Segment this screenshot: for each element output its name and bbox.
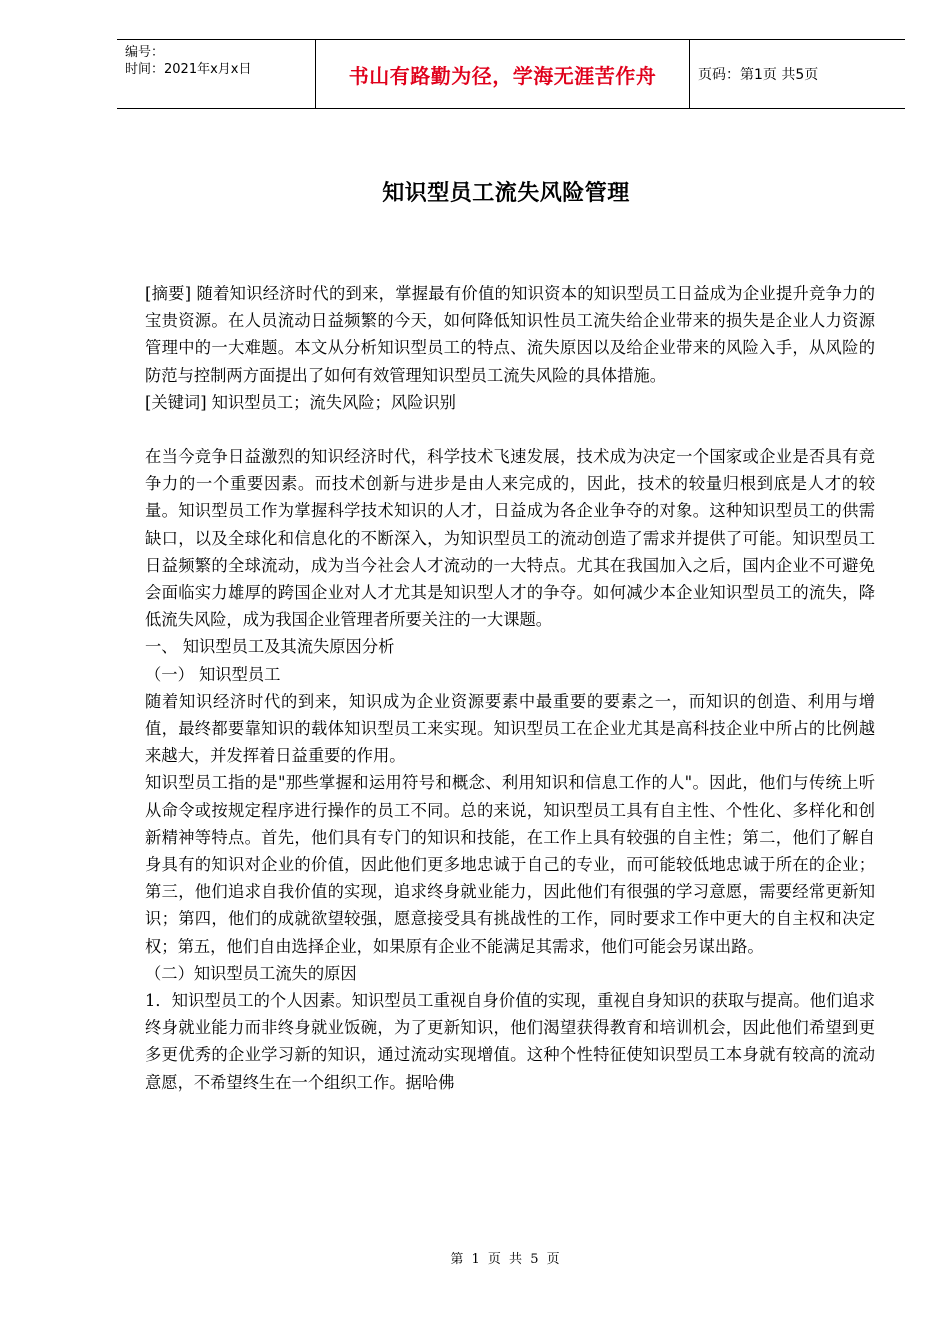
header-motto: 书山有路勤为径，学海无涯苦作舟	[348, 63, 657, 88]
document-body	[145, 280, 875, 1096]
document-time-label: 时间：2021年x月x日	[125, 62, 252, 77]
document-title: 知识型员工流失风险管理	[382, 181, 630, 206]
header-page-info-cell	[690, 40, 905, 108]
page-header	[117, 39, 905, 109]
header-page-info: 页码：第1页 共5页	[698, 67, 819, 83]
subsection-heading-2: （二）知识型员工流失的原因	[145, 963, 357, 983]
document-number-label: 编号：	[125, 45, 165, 60]
section-heading-1: 一、 知识型员工及其流失原因分析	[145, 637, 395, 657]
subsection-heading-1: （一） 知识型员工	[145, 664, 281, 684]
body-paragraph: 知识型员工指的是"那些掌握和运用符号和概念、利用知识和信息工作的人"。因此，他们与传统上听从命令或按规定程序进行操作的员工不同。总的来说，知识型员工具有自主性、个性化、多样化和创新精神等特点。首先，他们具有专门的知识和技能，在工作上具有较强的自主性；第二，他们了解自身具有的知识对企业的价值，因此他们更多地忠诚于自己的专业，而可能较低地忠诚于所在的企业；第三，他们追求自我价值的实现，追求终身就业能力，因此他们有很强的学习意愿，需要经常更新知识；第四，他们的成就欲望较强，愿意接受具有挑战性的工作，同时要求工作中更大的自主权和决定权；第五，他们自由选择企业，如果原有企业不能满足其需求，他们可能会另谋出路。	[145, 773, 875, 956]
page-footer: 第 1 页 共 5 页	[450, 1252, 562, 1267]
body-paragraph: 随着知识经济时代的到来，知识成为企业资源要素中最重要的要素之一，而知识的创造、利用与增值，最终都要靠知识的载体知识型员工来实现。知识型员工在企业尤其是高科技企业中所占的比例越来越大，并发挥着日益重要的作用。	[145, 691, 875, 766]
intro-paragraph: 在当今竞争日益激烈的知识经济时代，科学技术飞速发展，技术成为决定一个国家或企业是否具有竞争力的一个重要因素。而技术创新与进步是由人来完成的，因此，技术的较量归根到底是人才的较量。知识型员工作为掌握科学技术知识的人才，日益成为各企业争夺的对象。这种知识型员工的供需缺口，以及全球化和信息化的不断深入，为知识型员工的流动创造了需求并提供了可能。知识型员工日益频繁的全球流动，成为当今社会人才流动的一大特点。尤其在我国加入之后，国内企业不可避免会面临实力雄厚的跨国企业对人才尤其是知识型人才的争夺。如何减少本企业知识型员工的流失，降低流失风险，成为我国企业管理者所要关注的一大课题。	[145, 447, 875, 630]
header-motto-cell	[316, 40, 690, 108]
body-paragraph: 1．知识型员工的个人因素。知识型员工重视自身价值的实现，重视自身知识的获取与提高。他们追求终身就业能力而非终身就业饭碗，为了更新知识，他们渴望获得教育和培训机会，因此他们希望到更多更优秀的企业学习新的知识，通过流动实现增值。这种个性特征使知识型员工本身就有较高的流动意愿，不希望终生在一个组织工作。据哈佛	[145, 991, 875, 1092]
paragraph-spacer	[145, 416, 875, 443]
abstract-paragraph: [摘要] 随着知识经济时代的到来，掌握最有价值的知识资本的知识型员工日益成为企业提升竞争力的宝贵资源。在人员流动日益频繁的今天，如何降低知识性员工流失给企业带来的损失是企业人力资源管理中的一大难题。本文从分析知识型员工的特点、流失原因以及给企业带来的风险入手，从风险的防范与控制两方面提出了如何有效管理知识型员工流失风险的具体措施。	[145, 284, 875, 385]
keywords-paragraph: [关键词] 知识型员工；流失风险；风险识别	[145, 392, 456, 412]
header-meta	[117, 40, 316, 108]
